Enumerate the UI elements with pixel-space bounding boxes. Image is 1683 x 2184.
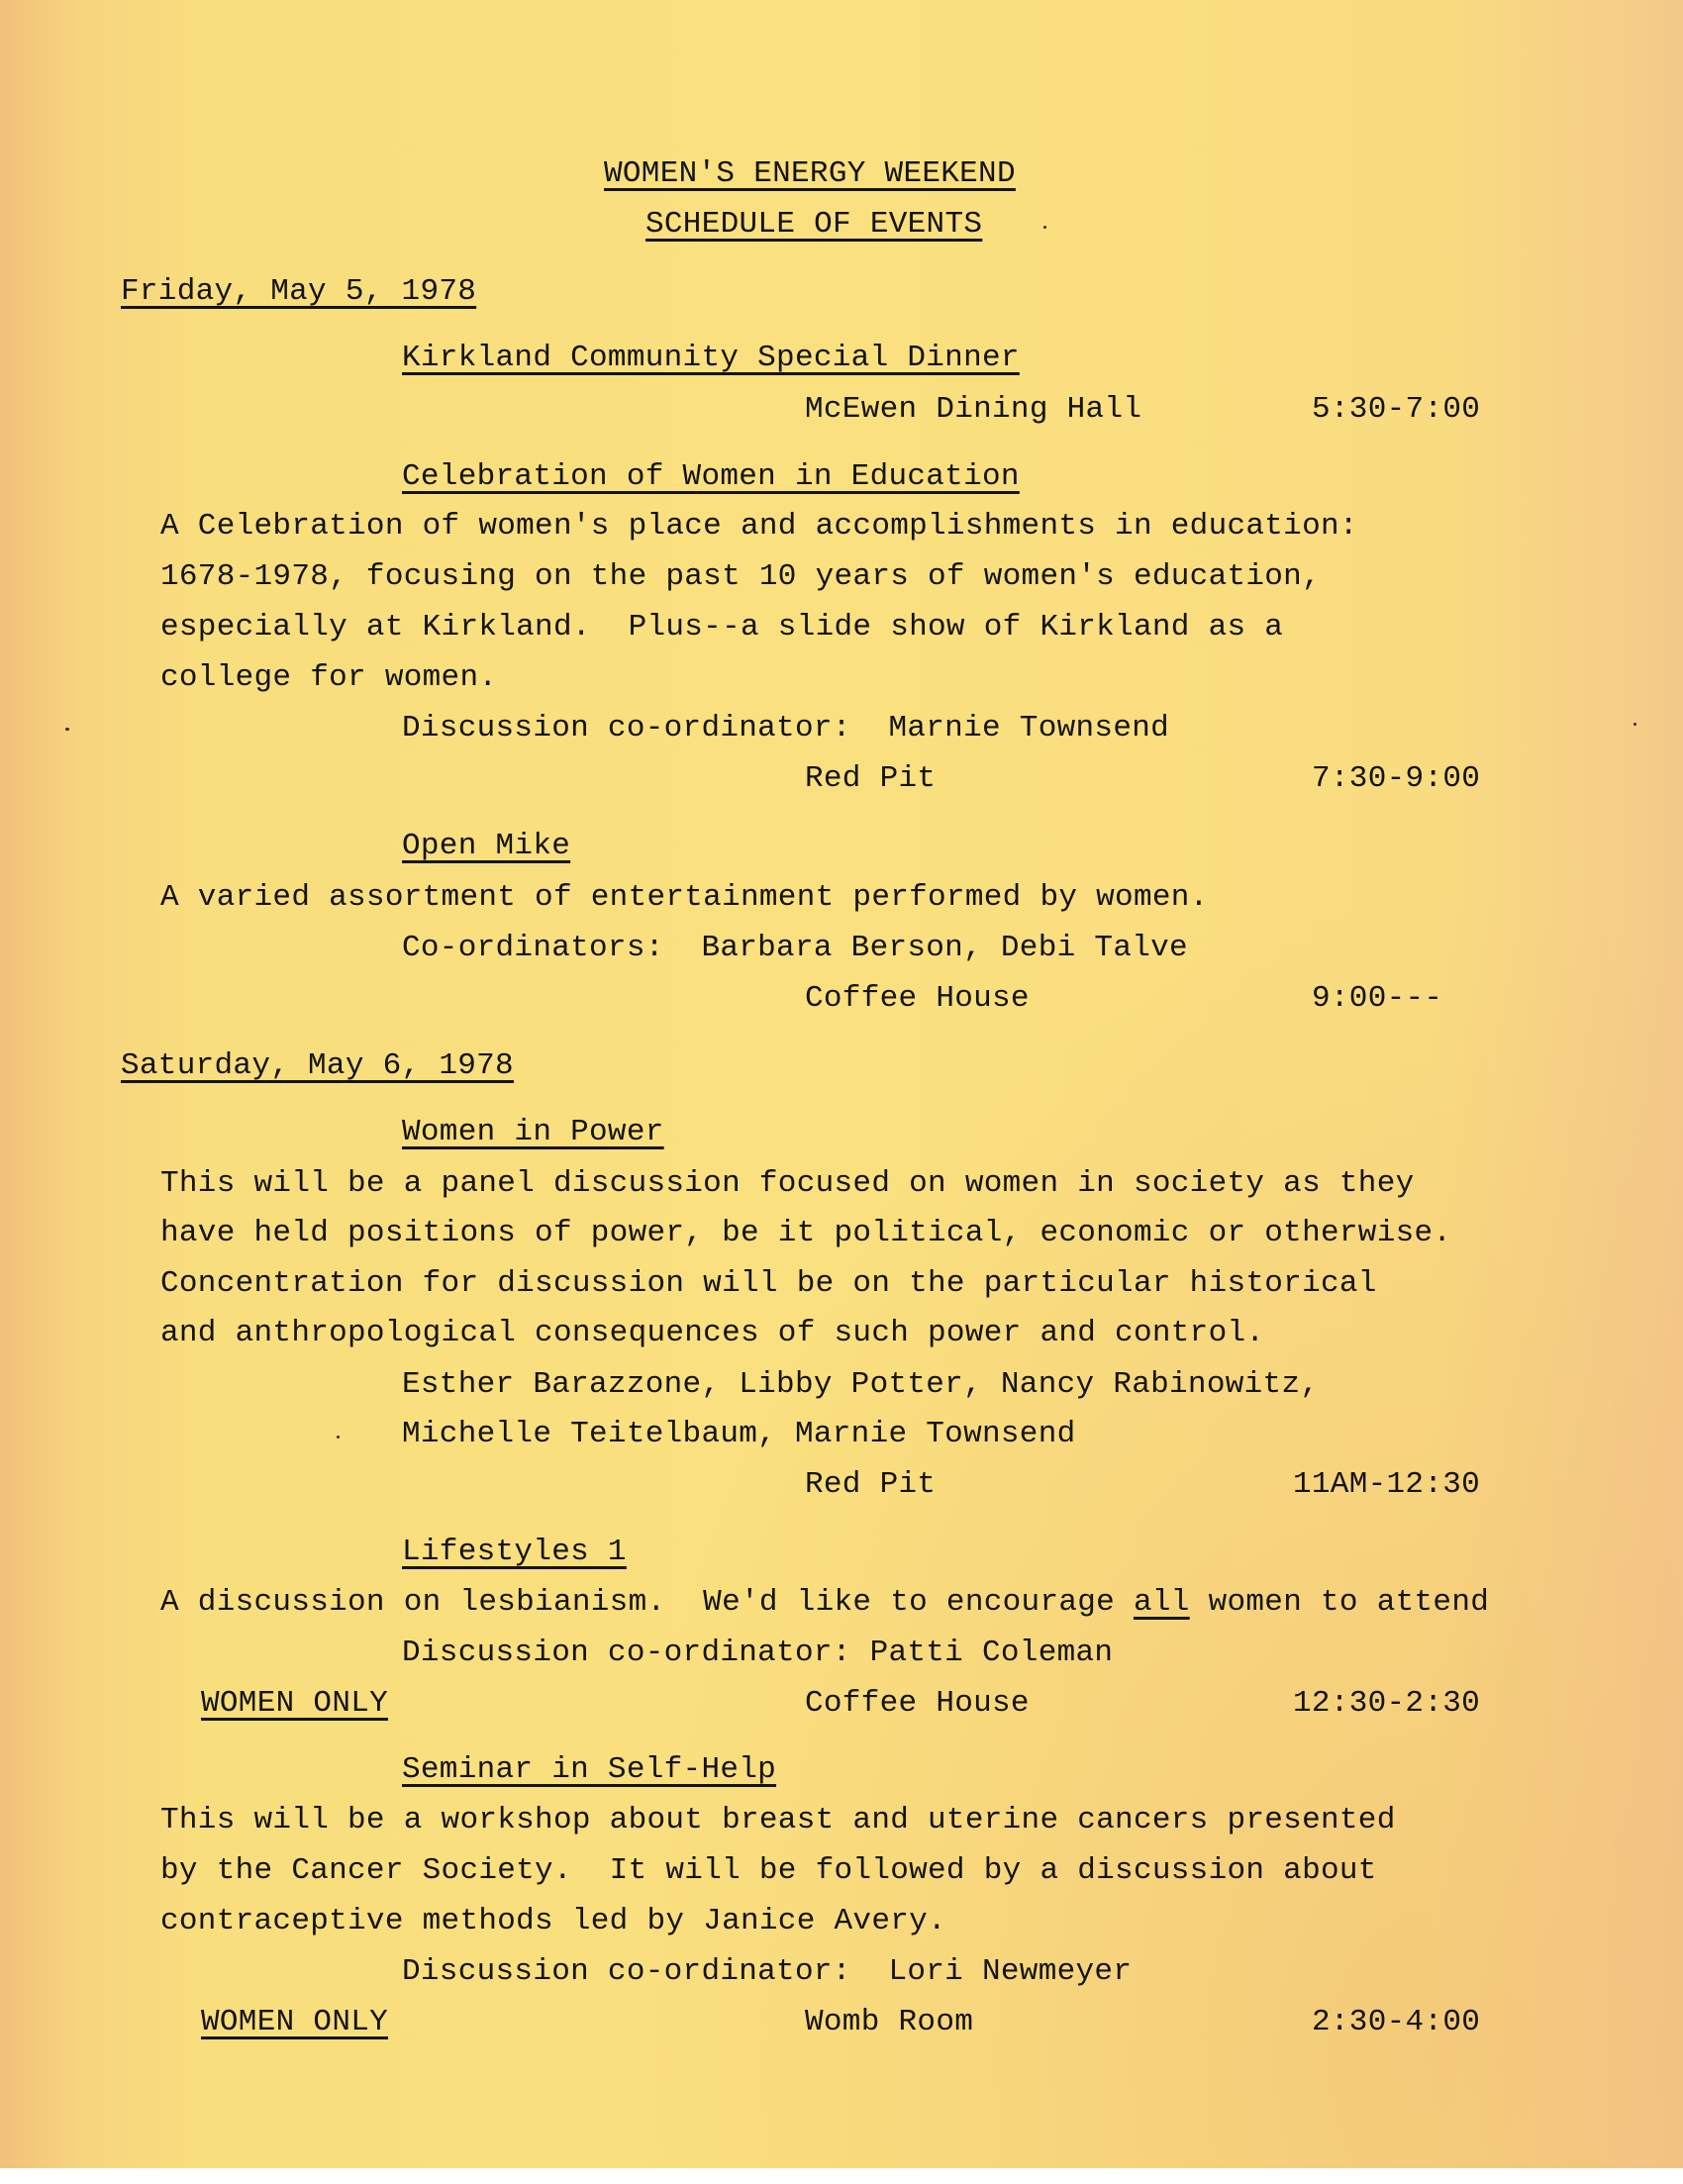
event-title-dinner: Kirkland Community Special Dinner: [402, 341, 1020, 375]
description-text: A discussion on lesbianism. We'd like to encourage: [160, 1585, 1134, 1620]
event-time-lifestyles: 12:30-2:30: [1293, 1686, 1481, 1721]
event-title-open-mike: Open Mike: [402, 829, 571, 863]
paper-speck: [65, 728, 69, 731]
event-coordinator-lifestyles: Discussion co-ordinator: Patti Coleman: [402, 1636, 1114, 1670]
document-title: WOMEN'S ENERGY WEEKEND: [604, 156, 1016, 191]
event-description-line: especially at Kirkland. Plus--a slide show of Kirkland as a: [160, 610, 1284, 645]
document-subtitle: SCHEDULE OF EVENTS: [645, 207, 983, 242]
description-text: women to attend: [1189, 1585, 1490, 1620]
event-description-line: A varied assortment of entertainment performed by women.: [160, 880, 1209, 915]
event-description-line: [160, 1587, 1489, 1618]
event-title-lifestyles: Lifestyles 1: [402, 1535, 627, 1569]
event-title-celebration: Celebration of Women in Education: [402, 459, 1020, 494]
event-description-line: have held positions of power, be it political, economic or otherwise.: [160, 1216, 1452, 1250]
day-heading-friday: Friday, May 5, 1978: [121, 274, 477, 309]
event-location-open-mike: Coffee House: [805, 981, 1030, 1016]
event-location-dinner: McEwen Dining Hall: [805, 392, 1142, 427]
paper-speck: [337, 1436, 340, 1439]
event-description-line: and anthropological consequences of such power and control.: [160, 1316, 1265, 1350]
event-title-self-help: Seminar in Self-Help: [402, 1752, 777, 1787]
event-location-celebration: Red Pit: [805, 761, 937, 796]
description-emphasis: all: [1133, 1585, 1190, 1620]
event-description-line: A Celebration of women's place and accomplishments in education:: [160, 509, 1358, 544]
event-description-line: This will be a panel discussion focused on women in society as they: [160, 1166, 1415, 1201]
event-description-line: 1678-1978, focusing on the past 10 years of women's education,: [160, 559, 1321, 594]
event-time-celebration: 7:30-9:00: [1312, 761, 1481, 796]
event-coordinator-open-mike: Co-ordinators: Barbara Berson, Debi Talve: [402, 931, 1188, 965]
event-coordinator-self-help: Discussion co-ordinator: Lori Newmeyer: [402, 1954, 1133, 1989]
day-heading-saturday: Saturday, May 6, 1978: [121, 1048, 514, 1083]
event-description-line: Concentration for discussion will be on the particular historical: [160, 1266, 1377, 1301]
event-location-self-help: Womb Room: [805, 2005, 974, 2039]
event-title-women-in-power: Women in Power: [402, 1115, 664, 1149]
event-description-line: college for women.: [160, 660, 498, 695]
event-time-open-mike: 9:00---: [1312, 981, 1443, 1016]
restriction-badge: WOMEN ONLY: [201, 1686, 389, 1721]
event-description-line: This will be a workshop about breast and uterine cancers presented: [160, 1803, 1396, 1837]
event-panelists-line: Michelle Teitelbaum, Marnie Townsend: [402, 1417, 1076, 1451]
event-description-line: by the Cancer Society. It will be followed by a discussion about: [160, 1853, 1377, 1888]
event-time-women-in-power: 11AM-12:30: [1293, 1467, 1481, 1502]
event-description-line: contraceptive methods led by Janice Avery.: [160, 1904, 946, 1938]
event-location-women-in-power: Red Pit: [805, 1467, 937, 1502]
event-time-self-help: 2:30-4:00: [1312, 2005, 1481, 2039]
event-panelists-line: Esther Barazzone, Libby Potter, Nancy Rabinowitz,: [402, 1367, 1320, 1402]
event-location-lifestyles: Coffee House: [805, 1686, 1030, 1721]
event-time-dinner: 5:30-7:00: [1312, 392, 1481, 427]
event-coordinator-celebration: Discussion co-ordinator: Marnie Townsend: [402, 711, 1170, 745]
paper-speck: [1634, 723, 1636, 726]
paper-speck: [1043, 226, 1046, 229]
restriction-badge: WOMEN ONLY: [201, 2005, 389, 2039]
